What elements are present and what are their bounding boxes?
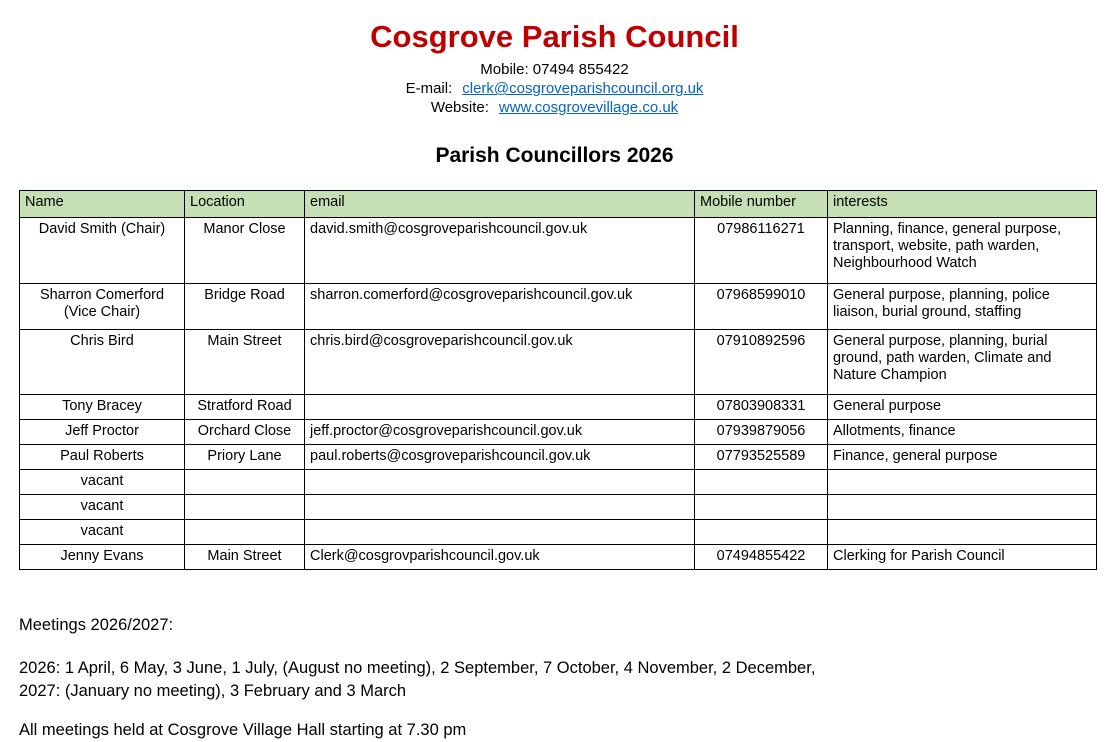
contact-email-line: [0, 79, 1109, 98]
cell-mobile: 07939879056: [695, 420, 828, 445]
cell-mobile: 07968599010: [695, 284, 828, 330]
cell-interests: General purpose, planning, police liaison, burial ground, staffing: [828, 284, 1097, 330]
website-link[interactable]: www.cosgrovevillage.co.uk: [498, 99, 679, 117]
table-row: [20, 284, 1097, 330]
cell-location: Orchard Close: [185, 420, 305, 445]
cell-location: Manor Close: [185, 218, 305, 284]
cell-email: Clerk@cosgrovparishcouncil.gov.uk: [305, 545, 695, 570]
table-row: [20, 520, 1097, 545]
cell-mobile: [695, 470, 828, 495]
contact-website-line: [0, 98, 1109, 117]
cell-email: [305, 520, 695, 545]
table-row: [20, 420, 1097, 445]
spacer: [19, 637, 1095, 657]
cell-location: Main Street: [185, 330, 305, 395]
cell-email: [305, 395, 695, 420]
cell-mobile: 07793525589: [695, 445, 828, 470]
councillors-table-wrapper: [0, 190, 1109, 570]
cell-name: Sharron Comerford (Vice Chair): [20, 284, 185, 330]
table-row: [20, 218, 1097, 284]
email-link[interactable]: clerk@cosgroveparishcouncil.org.uk: [462, 80, 704, 98]
cell-location: Bridge Road: [185, 284, 305, 330]
cell-interests: [828, 520, 1097, 545]
cell-name: Jenny Evans: [20, 545, 185, 570]
cell-email: sharron.comerford@cosgroveparishcouncil.gov.uk: [305, 284, 695, 330]
cell-interests: Finance, general purpose: [828, 445, 1097, 470]
cell-email: david.smith@cosgroveparishcouncil.gov.uk: [305, 218, 695, 284]
cell-email: [305, 470, 695, 495]
cell-location: [185, 495, 305, 520]
cell-mobile: [695, 495, 828, 520]
website-label: Website:: [430, 99, 489, 117]
column-header-location: Location: [185, 191, 305, 218]
table-row: [20, 545, 1097, 570]
councillors-table: [19, 190, 1097, 570]
table-header-row: [20, 191, 1097, 218]
cell-location: [185, 470, 305, 495]
email-label: E-mail:: [405, 80, 453, 98]
page-title: Cosgrove Parish Council: [370, 19, 739, 54]
cell-email: jeff.proctor@cosgroveparishcouncil.gov.uk: [305, 420, 695, 445]
cell-location: [185, 520, 305, 545]
table-row: [20, 395, 1097, 420]
cell-interests: General purpose, planning, burial ground, path warden, Climate and Nature Champion: [828, 330, 1097, 395]
cell-name: vacant: [20, 520, 185, 545]
cell-mobile: 07494855422: [695, 545, 828, 570]
cell-name: Jeff Proctor: [20, 420, 185, 445]
cell-email: chris.bird@cosgroveparishcouncil.gov.uk: [305, 330, 695, 395]
table-row: [20, 330, 1097, 395]
column-header-mobile: Mobile number: [695, 191, 828, 218]
cell-interests: Planning, finance, general purpose, transport, website, path warden, Neighbourhood Watch: [828, 218, 1097, 284]
cell-mobile: [695, 520, 828, 545]
cell-name: vacant: [20, 470, 185, 495]
cell-name: Paul Roberts: [20, 445, 185, 470]
section-title: Parish Councillors 2026: [435, 144, 674, 168]
cell-interests: [828, 495, 1097, 520]
column-header-email: email: [305, 191, 695, 218]
cell-interests: Allotments, finance: [828, 420, 1097, 445]
cell-name: Tony Bracey: [20, 395, 185, 420]
cell-mobile: 07986116271: [695, 218, 828, 284]
cell-email: paul.roberts@cosgroveparishcouncil.gov.uk: [305, 445, 695, 470]
table-row: [20, 495, 1097, 520]
footer-text-block: [0, 570, 1109, 742]
cell-name: David Smith (Chair): [20, 218, 185, 284]
column-header-name: Name: [20, 191, 185, 218]
cell-location: Main Street: [185, 545, 305, 570]
meetings-venue: All meetings held at Cosgrove Village Hall starting at 7.30 pm: [19, 721, 467, 740]
cell-interests: General purpose: [828, 395, 1097, 420]
cell-mobile: 07803908331: [695, 395, 828, 420]
cell-interests: Clerking for Parish Council: [828, 545, 1097, 570]
meetings-heading: Meetings 2026/2027:: [19, 616, 174, 635]
cell-location: Stratford Road: [185, 395, 305, 420]
column-header-interests: interests: [828, 191, 1097, 218]
contact-mobile-line: Mobile: 07494 855422: [480, 61, 629, 79]
cell-interests: [828, 470, 1097, 495]
cell-name: vacant: [20, 495, 185, 520]
cell-email: [305, 495, 695, 520]
spacer: [19, 703, 1095, 719]
table-row: [20, 445, 1097, 470]
spacer: [19, 570, 1095, 614]
meetings-dates-2027: 2027: (January no meeting), 3 February and 3 March: [19, 682, 407, 701]
table-row: [20, 470, 1097, 495]
cell-mobile: 07910892596: [695, 330, 828, 395]
cell-location: Priory Lane: [185, 445, 305, 470]
meetings-dates-2026: 2026: 1 April, 6 May, 3 June, 1 July, (August no meeting), 2 September, 7 October, 4 November, 2 December,: [19, 659, 816, 678]
cell-name: Chris Bird: [20, 330, 185, 395]
